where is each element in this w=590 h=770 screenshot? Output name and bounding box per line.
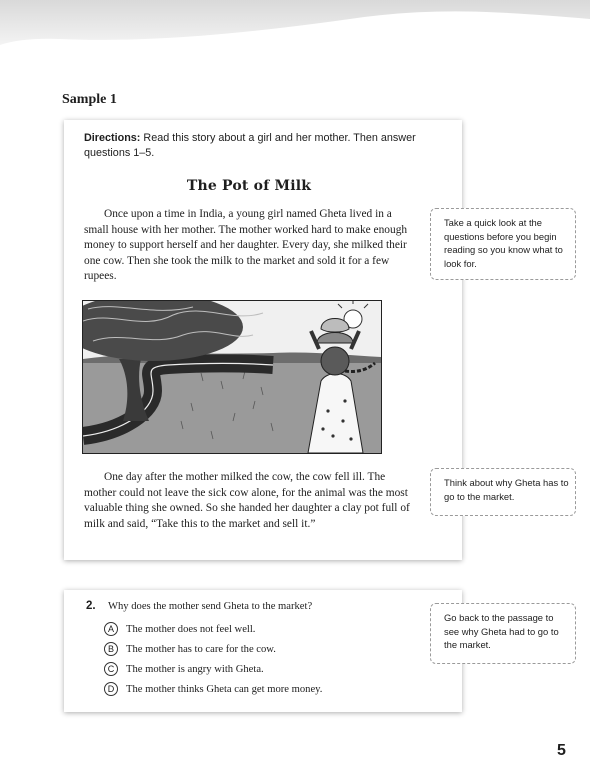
option-b-bubble[interactable]: B bbox=[104, 642, 118, 656]
story-illustration bbox=[82, 300, 382, 454]
option-a-text: The mother does not feel well. bbox=[126, 623, 256, 635]
option-c-bubble[interactable]: C bbox=[104, 662, 118, 676]
question-number: 2. bbox=[86, 600, 96, 612]
answer-option-b[interactable] bbox=[104, 642, 276, 656]
answer-option-d[interactable] bbox=[104, 682, 322, 696]
option-c-text: The mother is angry with Gheta. bbox=[126, 663, 264, 675]
question-stem: Why does the mother send Gheta to the market? bbox=[108, 601, 313, 612]
question-card bbox=[64, 590, 462, 712]
tip-box-go-back: Go back to the passage to see why Gheta had to go to the market. bbox=[430, 603, 576, 664]
answer-option-c[interactable] bbox=[104, 662, 264, 676]
option-d-bubble[interactable]: D bbox=[104, 682, 118, 696]
header-wave-band bbox=[0, 0, 590, 60]
story-paragraph-2: One day after the mother milked the cow, the cow fell ill. The mother could not leave the sick cow alone, for the animal was the most valuable thing she owned. So she handed her daughter a clay pot full of milk and said, “Take this to the market and sell it.” bbox=[84, 471, 410, 530]
tip-box-why-market: Think about why Gheta has to go to the market. bbox=[430, 468, 576, 516]
sample-heading: Sample 1 bbox=[62, 92, 117, 107]
directions bbox=[84, 131, 444, 161]
story-title: The Pot of Milk bbox=[186, 178, 312, 194]
option-d-text: The mother thinks Gheta can get more money. bbox=[126, 683, 323, 695]
option-a-bubble[interactable]: A bbox=[104, 622, 118, 636]
answer-option-a[interactable] bbox=[104, 622, 255, 636]
directions-text: Read this story about a girl and her mother. Then answer questions 1–5. bbox=[84, 132, 416, 159]
tip-box-preview-questions: Take a quick look at the questions before you begin reading so you know what to look for. bbox=[430, 208, 576, 280]
option-b-text: The mother has to care for the cow. bbox=[126, 643, 276, 655]
directions-label: Directions: bbox=[84, 132, 141, 144]
passage-card bbox=[64, 120, 462, 560]
story-paragraph-1: Once upon a time in India, a young girl named Gheta lived in a small house with her mother. The mother worked hard to make enough money to support herself and her daughter. Every day, she milked their one cow. Then she took the milk to the market and sold it for a few rupees. bbox=[84, 208, 408, 283]
page-number: 5 bbox=[557, 742, 566, 759]
